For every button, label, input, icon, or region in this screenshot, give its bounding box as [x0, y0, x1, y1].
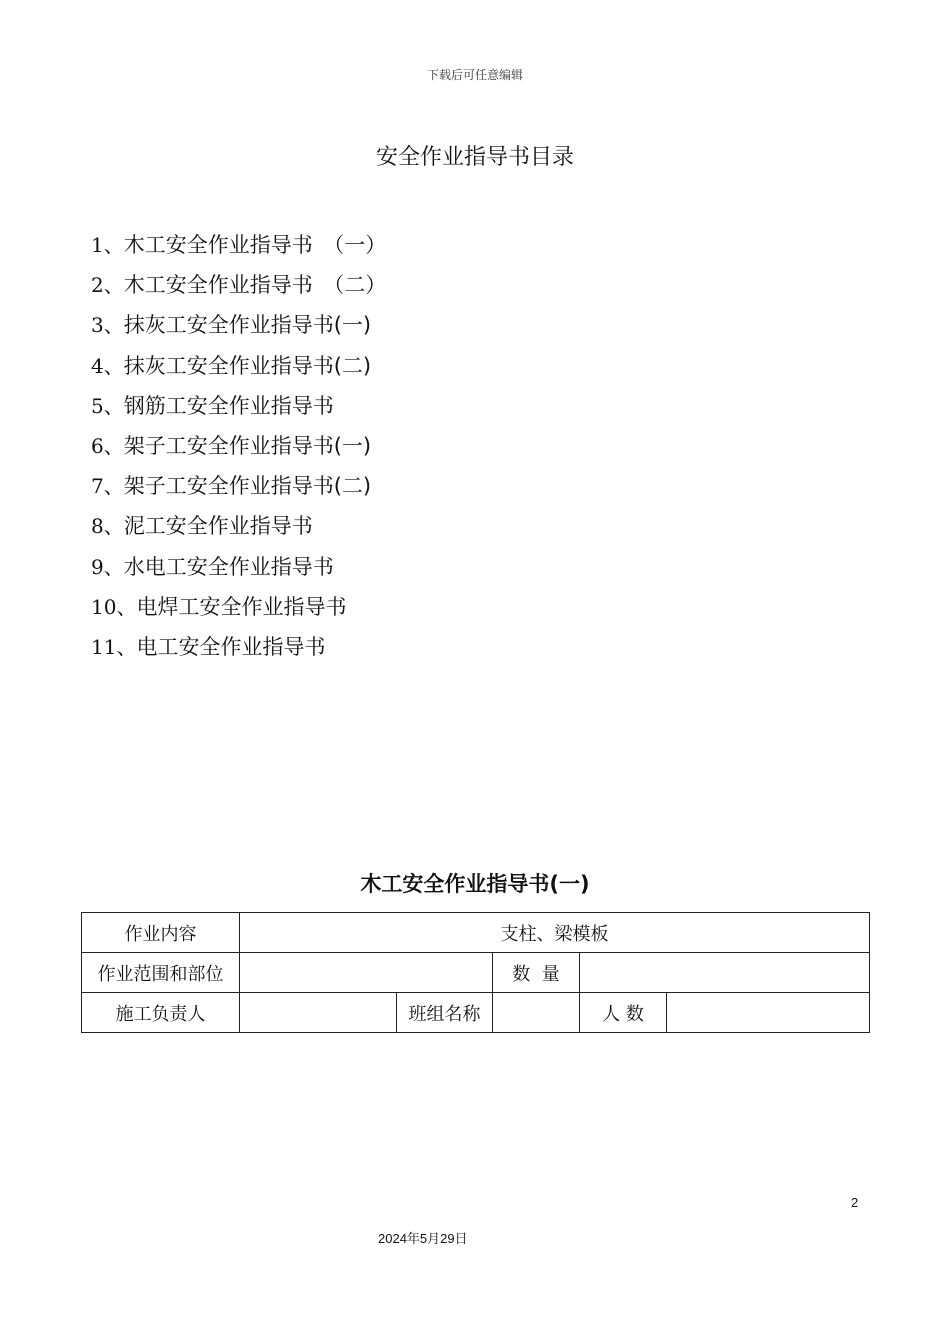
work-scope-label: 作业范围和部位	[82, 953, 240, 993]
toc-title: 安全作业指导书目录	[375, 145, 574, 170]
toc-item[interactable]	[91, 225, 386, 265]
toc-item-number: 10、	[91, 594, 137, 619]
toc-item-number: 5、	[91, 393, 124, 418]
toc-item-label: 架子工安全作业指导书(一)	[123, 433, 372, 458]
quantity-value[interactable]	[580, 953, 870, 993]
toc-item-number: 8、	[91, 514, 124, 539]
toc-item-number: 2、	[91, 273, 124, 298]
toc-item[interactable]	[91, 466, 386, 506]
table-row	[82, 993, 870, 1033]
toc-item[interactable]	[91, 587, 386, 627]
toc-item[interactable]	[91, 346, 386, 386]
toc-item-label: 钢筋工安全作业指导书	[123, 393, 334, 418]
toc-item-label: 抹灰工安全作业指导书(一)	[123, 313, 372, 338]
toc-item-number: 4、	[91, 353, 124, 378]
toc-item[interactable]	[91, 265, 386, 305]
headcount-label: 人 数	[580, 993, 667, 1033]
toc-item[interactable]	[91, 386, 386, 426]
toc-item-label: 电焊工安全作业指导书	[136, 594, 347, 619]
toc-item[interactable]	[91, 506, 386, 546]
toc-item[interactable]	[91, 426, 386, 466]
toc-item-label: 水电工安全作业指导书	[123, 554, 334, 579]
toc-item-number: 7、	[91, 474, 124, 499]
team-name-label: 班组名称	[397, 993, 493, 1033]
quantity-label: 数 量	[493, 953, 580, 993]
toc-item-number: 9、	[91, 554, 124, 579]
supervisor-value[interactable]	[240, 993, 397, 1033]
page-number: 2	[851, 1195, 859, 1210]
header-note: 下载后可任意编辑	[426, 68, 523, 82]
table-row	[82, 953, 870, 993]
toc-item-number: 6、	[91, 433, 124, 458]
toc-item-number: 3、	[91, 313, 124, 338]
toc-item-number: 1、	[91, 233, 124, 257]
team-name-value[interactable]	[493, 993, 580, 1033]
table-row	[82, 913, 870, 953]
toc-item-label: 泥工安全作业指导书	[123, 514, 313, 539]
section-title: 木工安全作业指导书(一)	[360, 872, 590, 896]
toc-item[interactable]	[91, 305, 386, 345]
toc-item-label: 架子工安全作业指导书(二)	[123, 474, 372, 499]
toc-item-label: 电工安全作业指导书	[136, 634, 326, 659]
work-content-value[interactable]: 支柱、梁模板	[240, 913, 870, 953]
toc-item-label: 木工安全作业指导书 （二）	[123, 273, 387, 298]
work-info-table	[81, 912, 870, 1033]
footer-date: 2024年5月29日	[378, 1231, 468, 1246]
toc-item[interactable]	[91, 547, 386, 587]
toc-item[interactable]	[91, 627, 386, 667]
work-scope-value[interactable]	[240, 953, 493, 993]
toc-item-number: 11、	[91, 634, 137, 659]
toc-item-label: 木工安全作业指导书 （一）	[123, 233, 387, 257]
headcount-value[interactable]	[667, 993, 870, 1033]
supervisor-label: 施工负责人	[82, 993, 240, 1033]
toc-item-label: 抹灰工安全作业指导书(二)	[123, 353, 372, 378]
toc-list	[91, 225, 386, 667]
work-content-label: 作业内容	[82, 913, 240, 953]
